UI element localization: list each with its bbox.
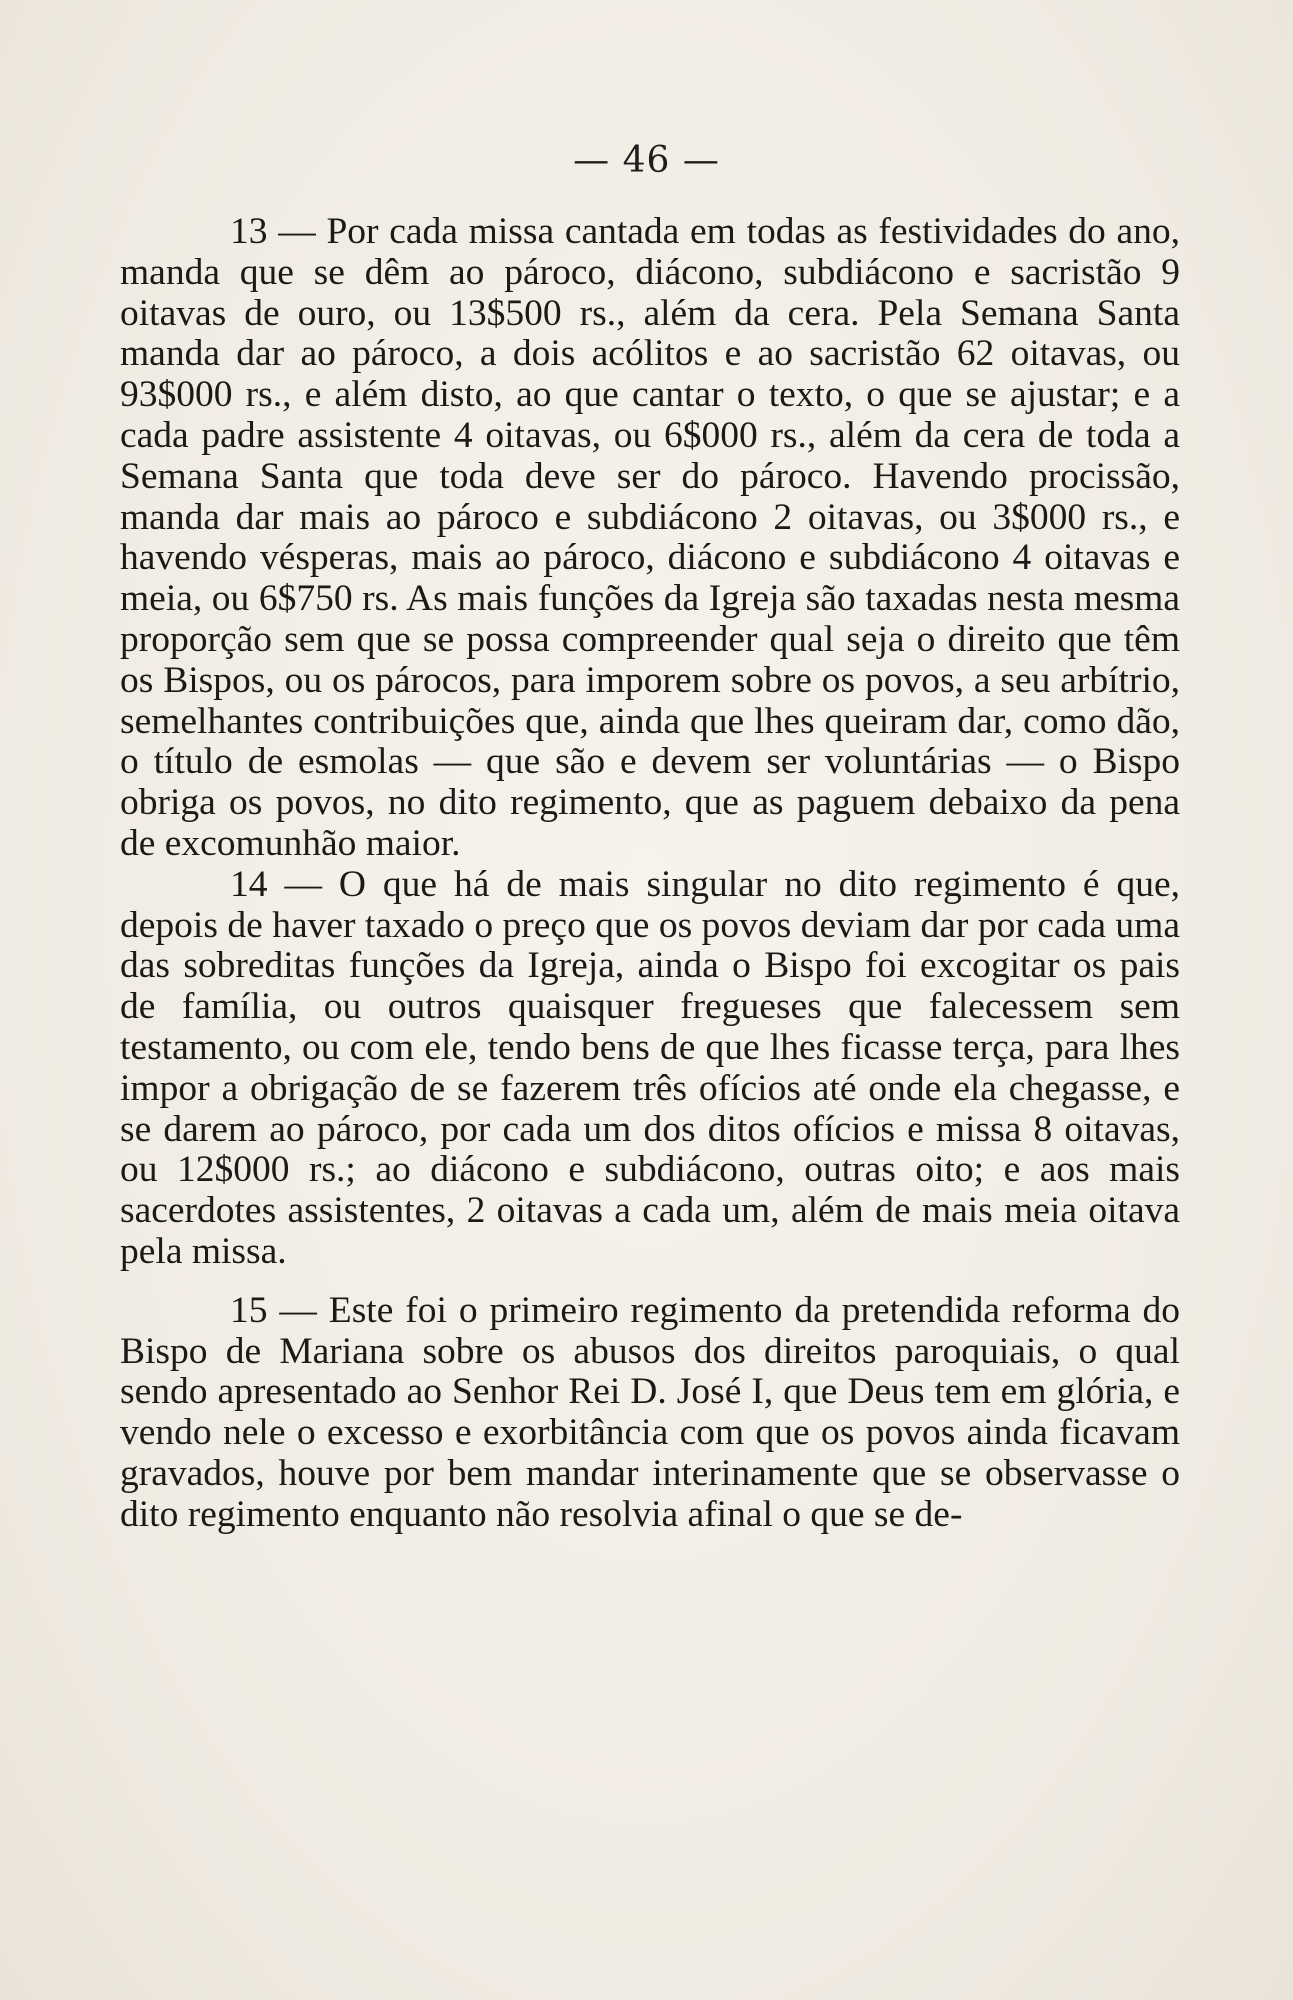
paragraph-14: 14 — O que há de mais singular no dito regimento é que, depois de haver taxado o preço que os povos deviam dar por cada uma das sobreditas funções da Igreja, ainda o Bispo foi excogitar os pais de família, ou outros quaisquer fregueses que falecessem sem testamento, ou com ele, tendo bens de que lhes ficasse terça, para lhes impor a obrigação de se fazerem três ofícios até onde ela chegasse, e se darem ao pároco, por cada um dos ditos ofícios e missa 8 oitavas, ou 12$000 rs.; ao diácono e subdiácono, outras oito; e aos mais sacerdotes assistentes, 2 oitavas a cada um, além de mais meia oitava pela missa.	[120, 863, 1180, 1272]
paragraph-15: 15 — Este foi o primeiro regimento da pretendida reforma do Bispo de Mariana sobre os abusos dos direitos paroquiais, o qual sendo apresentado ao Senhor Rei D. José I, que Deus tem em glória, e vendo nele o excesso e exorbitância com que os povos ainda ficavam gravados, houve por bem mandar interinamente que se observasse o dito regimento enquanto não resolvia afinal o que se de-	[120, 1289, 1180, 1535]
paragraph-13: 13 — Por cada missa cantada em todas as festividades do ano, manda que se dêm ao pároco, diácono, subdiácono e sacristão 9 oitavas de ouro, ou 13$500 rs., além da cera. Pela Semana Santa manda dar ao pároco, a dois acólitos e ao sacristão 62 oitavas, ou 93$000 rs., e além disto, ao que cantar o texto, o que se ajustar; e a cada padre assistente 4 oitavas, ou 6$000 rs., além da cera de toda a Semana Santa que toda deve ser do pároco. Havendo procissão, manda dar mais ao pároco e subdiácono 2 oitavas, ou 3$000 rs., e havendo vésperas, mais ao pároco, diácono e subdiácono 4 oitavas e meia, ou 6$750 rs. As mais funções da Igreja são taxadas nesta mesma proporção sem que se possa compreender qual seja o direito que têm os Bispos, ou os párocos, para imporem sobre os povos, a seu arbítrio, semelhantes contribuições que, ainda que lhes queiram dar, como dão, o título de esmolas — que são e devem ser voluntárias — o Bispo obriga os povos, no dito regimento, que as paguem debaixo da pena de excomunhão maior.	[120, 211, 1180, 864]
page-number: — 46 —	[573, 140, 720, 181]
body-text	[120, 212, 1180, 1536]
